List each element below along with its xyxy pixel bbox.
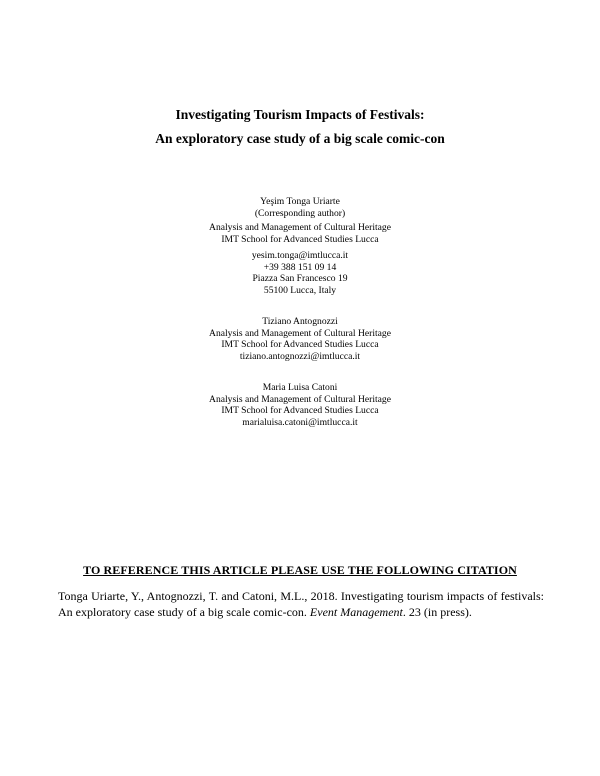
author-2-affiliation-line-1: Analysis and Management of Cultural Heritage bbox=[209, 327, 391, 339]
citation-text-tail: . 23 (in press). bbox=[402, 604, 472, 619]
author-2-name: Tiziano Antognozzi bbox=[262, 316, 338, 327]
author-1-phone: +39 388 151 09 14 bbox=[263, 261, 337, 273]
author-3-name: Maria Luisa Catoni bbox=[262, 382, 338, 393]
author-1-affiliation-line-2: IMT School for Advanced Studies Lucca bbox=[221, 233, 379, 245]
author-1-name: Yeşim Tonga Uriarte bbox=[260, 196, 340, 207]
author-2-affiliation-line-2: IMT School for Advanced Studies Lucca bbox=[221, 339, 379, 351]
author-1-contact bbox=[0, 250, 600, 296]
author-1-address-line-2: 55100 Lucca, Italy bbox=[263, 284, 337, 296]
citation-journal: Event Management bbox=[309, 604, 403, 619]
author-1-email: yesim.tonga@imtlucca.it bbox=[251, 250, 349, 261]
citation-text bbox=[58, 589, 544, 620]
paper-title-line-2: An exploratory case study of a big scale comic-con bbox=[155, 131, 445, 146]
author-1-affiliation-line-1: Analysis and Management of Cultural Heritage bbox=[209, 222, 391, 233]
paper-title-line-1: Investigating Tourism Impacts of Festivals: bbox=[175, 107, 425, 122]
author-3-affiliation-line-1: Analysis and Management of Cultural Heritage bbox=[209, 393, 391, 405]
author-1-header bbox=[0, 196, 600, 219]
author-1-address-line-1: Piazza San Francesco 19 bbox=[252, 273, 348, 285]
citation-heading: TO REFERENCE THIS ARTICLE PLEASE USE THE FOLLOWING CITATION bbox=[83, 563, 517, 577]
author-3-email: marialuisa.catoni@imtlucca.it bbox=[242, 416, 358, 428]
citation-text-main: Tonga Uriarte, Y., Antognozzi, T. and Catoni, M.L., 2018. Investigating tourism impacts of festivals: An exploratory case study of a big scale comic-con. bbox=[58, 589, 544, 619]
author-2-email: tiziano.antognozzi@imtlucca.it bbox=[239, 350, 361, 362]
author-1-affiliation bbox=[0, 222, 600, 245]
author-3-affiliation-line-2: IMT School for Advanced Studies Lucca bbox=[221, 405, 379, 417]
author-1-role: (Corresponding author) bbox=[254, 207, 346, 219]
author-2-block bbox=[0, 316, 600, 362]
author-3-block bbox=[0, 382, 600, 428]
